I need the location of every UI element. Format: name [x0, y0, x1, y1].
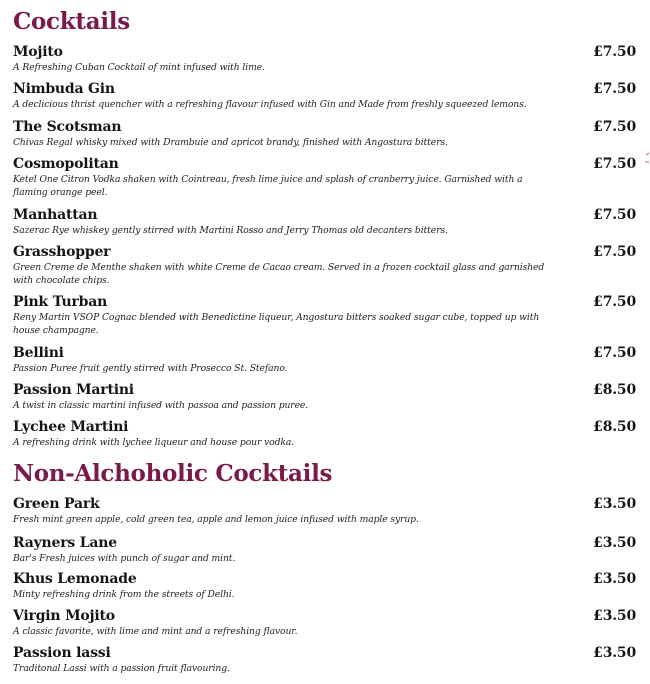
- item-price: £8.50: [593, 382, 636, 398]
- item-price: £3.50: [593, 571, 636, 587]
- menu-item: [13, 156, 650, 199]
- item-price: £7.50: [593, 81, 636, 97]
- item-price: £3.50: [593, 496, 636, 512]
- item-description: A refreshing drink with lychee liqueur and house pour vodka.: [13, 437, 295, 448]
- item-price: £3.50: [593, 535, 636, 551]
- item-name: Nimbuda Gin: [13, 81, 115, 97]
- item-description: Sazerac Rye whiskey gently stirred with Martini Rosso and Jerry Thomas old decanters bitters.: [13, 225, 448, 236]
- item-name: Cosmopolitan: [13, 156, 119, 172]
- item-price: £7.50: [593, 207, 636, 223]
- menu-item: [13, 535, 650, 565]
- item-name: Lychee Martini: [13, 419, 129, 435]
- item-name: Green Park: [13, 496, 100, 512]
- item-name: Grasshopper: [13, 244, 111, 260]
- menu-item: [13, 244, 650, 287]
- item-price: £7.50: [593, 119, 636, 135]
- item-description: Passion Puree fruit gently stirred with Prosecco St. Stefano.: [13, 363, 288, 374]
- item-description: Green Creme de Menthe shaken with white Creme de Cacao cream. Served in a frozen cocktail glass and garnished with chocolate chips.: [13, 262, 545, 286]
- item-name: Mojito: [13, 44, 63, 60]
- item-price: £8.50: [593, 419, 636, 435]
- item-description: A twist in classic martini infused with passoa and passion puree.: [13, 400, 309, 411]
- item-description: A Refreshing Cuban Cocktail of mint infused with lime.: [13, 62, 265, 73]
- menu-item: [13, 496, 650, 526]
- item-name: Passion lassi: [13, 645, 111, 661]
- item-description: Chivas Regal whisky mixed with Drambuie and apricot brandy, finished with Angostura bitters.: [13, 137, 448, 148]
- item-name: Bellini: [13, 345, 64, 361]
- menu-item: [13, 345, 650, 375]
- item-description: A declicious thrist quencher with a refreshing flavour infused with Gin and Made from freshly squeezed lemons.: [13, 99, 527, 110]
- menu-item: [13, 207, 650, 237]
- item-price: £3.50: [593, 645, 636, 661]
- item-name: Khus Lemonade: [13, 571, 137, 587]
- item-name: Pink Turban: [13, 294, 108, 310]
- item-price: £7.50: [593, 244, 636, 260]
- section-title-non-alcoholic: Non-Alchoholic Cocktails: [13, 460, 333, 487]
- item-description: Reny Martin VSOP Cognac blended with Benedictine liqueur, Angostura bitters soaked sugar cube, topped up with house champagne.: [13, 312, 540, 336]
- item-description: Ketel One Citron Vodka shaken with Cointreau, fresh lime juice and splash of cranberry juice. Garnished with a flaming orange peel.: [13, 174, 523, 198]
- item-name: Passion Martini: [13, 382, 134, 398]
- item-price: £7.50: [593, 44, 636, 60]
- section-title-cocktails: Cocktails: [13, 8, 130, 35]
- menu-item: [13, 119, 650, 149]
- item-name: Virgin Mojito: [13, 608, 115, 624]
- menu-item: [13, 645, 650, 675]
- item-price: £3.50: [593, 608, 636, 624]
- menu-item: [13, 571, 650, 601]
- item-price: £7.50: [593, 294, 636, 310]
- menu-item: [13, 382, 650, 412]
- item-description: Traditonal Lassi with a passion fruit flavouring.: [13, 663, 230, 674]
- item-name: Rayners Lane: [13, 535, 117, 551]
- menu-item: [13, 81, 650, 111]
- menu-item: [13, 608, 650, 638]
- item-price: £7.50: [593, 156, 636, 172]
- item-price: £7.50: [593, 345, 636, 361]
- item-description: A classic favorite, with lime and mint and a refreshing flavour.: [13, 626, 298, 637]
- item-description: Bar's Fresh juices with punch of sugar and mint.: [13, 553, 236, 564]
- menu-item: [13, 44, 650, 74]
- item-name: The Scotsman: [13, 119, 122, 135]
- menu-item: [13, 294, 650, 337]
- menu-item: [13, 419, 650, 449]
- edge-artifact-mark: [645, 152, 650, 166]
- item-name: Manhattan: [13, 207, 98, 223]
- item-description: Fresh mint green apple, cold green tea, apple and lemon juice infused with maple syrup.: [13, 514, 419, 525]
- item-description: Minty refreshing drink from the streets of Delhi.: [13, 589, 235, 600]
